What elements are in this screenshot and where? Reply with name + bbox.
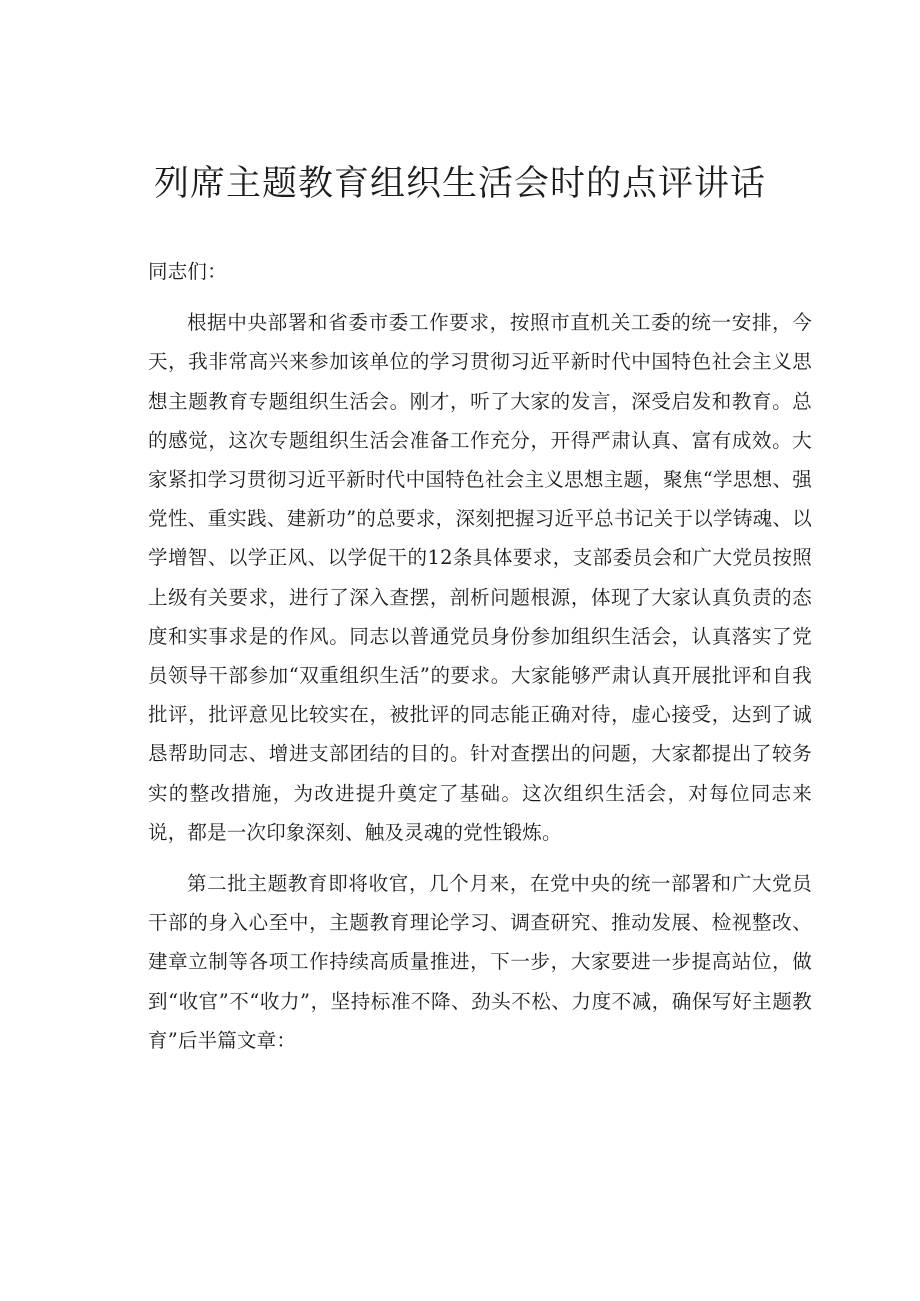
paragraph-1: 根据中央部署和省委市委工作要求，按照市直机关工委的统一安排，今天，我非常高兴来参加该单位的学习贯彻习近平新时代中国特色社会主义思想主题教育专题组织生活会。刚才，听了大家的发言，深受启发和教育。总的感觉，这次专题组织生活会准备工作充分，开得严肃认真、富有成效。大家紧扣学习贯彻习近平新时代中国特色社会主义思想主题，聚焦“学思想、强党性、重实践、建新功”的总要求，深刻把握习近平总书记关于以学铸魂、以学增智、以学正风、以学促干的12条具体要求，支部委员会和广大党员按照上级有关要求，进行了深入查摆，剖析问题根源，体现了大家认真负责的态度和实事求是的作风。同志以普通党员身份参加组织生活会，认真落实了党员领导干部参加“双重组织生活”的要求。大家能够严肃认真开展批评和自我批评，批评意见比较实在，被批评的同志能正确对待，虚心接受，达到了诚恳帮助同志、增进支部团结的目的。针对查摆出的问题，大家都提出了较务实的整改措施，为改进提升奠定了基础。这次组织生活会，对每位同志来说，都是一次印象深刻、触及灵魂的党性锻炼。 — [148, 311, 812, 844]
document-body — [148, 252, 812, 1060]
paragraph-2: 第二批主题教育即将收官，几个月来，在党中央的统一部署和广大党员干部的身入心至中，主题教育理论学习、调查研究、推动发展、检视整改、建章立制等各项工作持续高质量推进，下一步，大家要进一步提高站位，做到“收官”不“收力”，坚持标准不降、劲头不松、力度不减，确保写好主题教育”后半篇文章： — [148, 872, 812, 1052]
greeting: 同志们： — [148, 260, 227, 283]
document-title: 列席主题教育组织生活会时的点评讲话 — [153, 164, 766, 204]
